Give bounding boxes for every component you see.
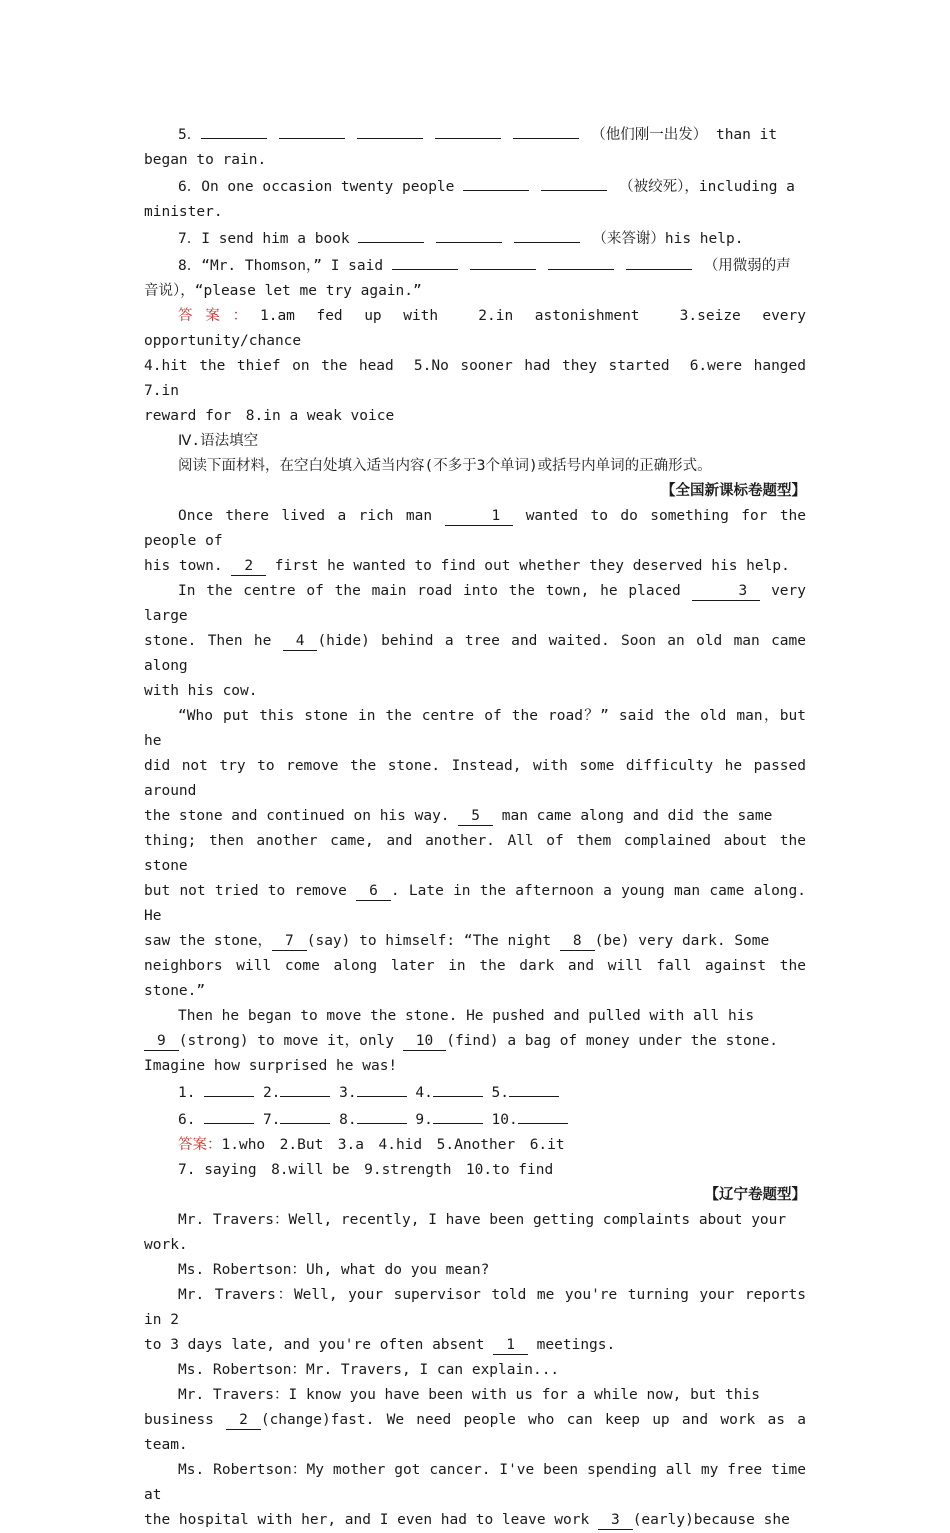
list-number: 6. bbox=[178, 1112, 196, 1128]
numbered-blank[interactable]: 9 bbox=[144, 1032, 179, 1051]
dialogue-line-cont bbox=[144, 1333, 806, 1358]
passage-line: thing; then another came, and another. All of them complained about the stone bbox=[144, 833, 806, 874]
answer-blank[interactable] bbox=[433, 1079, 483, 1097]
question-number: 5． bbox=[178, 127, 202, 143]
answer-blank[interactable] bbox=[279, 121, 345, 139]
document-content bbox=[144, 121, 821, 1533]
answer-blank[interactable] bbox=[357, 1106, 407, 1124]
passage-text: his town. bbox=[144, 558, 232, 574]
answer-blank[interactable] bbox=[514, 225, 580, 243]
question-5-cont: began to rain. bbox=[144, 152, 267, 168]
question-text: 6．On one occasion twenty people bbox=[178, 179, 455, 195]
answers-part3 bbox=[144, 304, 806, 354]
answer-list-row-1 bbox=[144, 1079, 806, 1106]
answers-part4-line2: 7. saying 8.will be 9.strength 10.to find bbox=[178, 1162, 554, 1178]
answer-text: 1.who 2.But 3.a 4.hid 5.Another 6.it bbox=[221, 1137, 565, 1153]
question-6-cont: minister. bbox=[144, 204, 223, 220]
answer-text: 1.am fed up with 2.in astonishment 3.seize every opportunity/chance bbox=[144, 308, 806, 349]
dialogue-text: to 3 days late, and you're often absent bbox=[144, 1337, 494, 1353]
passage-paragraph-2-cont bbox=[144, 629, 806, 679]
list-number: 9. bbox=[415, 1112, 433, 1128]
question-7 bbox=[144, 225, 806, 252]
passage-paragraph-1 bbox=[144, 504, 806, 554]
chinese-hint: （用微弱的声 bbox=[703, 258, 791, 274]
numbered-blank[interactable]: 10 bbox=[403, 1032, 446, 1051]
question-text: 8．“Mr. Thomson，” I said bbox=[178, 258, 384, 274]
passage-text: the stone and continued on his way. bbox=[144, 808, 459, 824]
passage-text: (strong) to move it，only bbox=[178, 1033, 403, 1049]
answer-blank[interactable] bbox=[433, 1106, 483, 1124]
section-instruction: 阅读下面材料，在空白处填入适当内容(不多于3个单词)或括号内单词的正确形式。 bbox=[178, 458, 712, 474]
passage-line bbox=[144, 879, 806, 929]
dialogue-line-cont: work. bbox=[144, 1237, 188, 1253]
answers-part3-line3: reward for 8.in a weak voice bbox=[144, 408, 395, 424]
answer-blank[interactable] bbox=[626, 252, 692, 270]
answer-label: 答案： bbox=[178, 308, 260, 324]
passage-text: (say) to himself: “The night bbox=[306, 933, 560, 949]
list-number: 5. bbox=[491, 1085, 510, 1101]
list-number: 4. bbox=[415, 1085, 433, 1101]
passage-text: but not tried to remove bbox=[144, 883, 357, 899]
numbered-blank[interactable]: 8 bbox=[560, 932, 595, 951]
answer-blank[interactable] bbox=[548, 252, 614, 270]
passage-text: very large bbox=[144, 583, 806, 624]
numbered-blank[interactable]: 2 bbox=[226, 1411, 261, 1430]
answer-blank[interactable] bbox=[357, 1079, 407, 1097]
passage-paragraph-1-cont bbox=[144, 554, 806, 579]
dialogue-line: Mr. Travers：I know you have been with us for a while now, but this bbox=[178, 1387, 760, 1403]
passage-text: . Late in the afternoon a young man came along. He bbox=[144, 883, 806, 924]
answer-blank[interactable] bbox=[204, 1079, 254, 1097]
numbered-blank[interactable]: 3 bbox=[598, 1511, 633, 1530]
dialogue-text: (early)because she bbox=[632, 1512, 790, 1528]
passage-paragraph-2-end: with his cow. bbox=[144, 683, 258, 699]
passage-text: (be) very dark. Some bbox=[594, 933, 770, 949]
list-number: 10. bbox=[491, 1112, 518, 1128]
answers-part4 bbox=[144, 1133, 806, 1158]
dialogue-line-cont bbox=[144, 1508, 806, 1533]
passage-text: (find) a bag of money under the stone. bbox=[446, 1033, 778, 1049]
dialogue-line: Ms. Robertson：Uh, what do you mean? bbox=[178, 1262, 490, 1278]
answer-blank[interactable] bbox=[357, 121, 423, 139]
list-number: 2. bbox=[262, 1085, 281, 1101]
passage-text: Once there lived a rich man bbox=[178, 508, 445, 524]
answer-blank[interactable] bbox=[280, 1106, 330, 1124]
question-6 bbox=[144, 173, 806, 200]
passage-line: neighbors will come along later in the dark and will fall against the stone.” bbox=[144, 958, 806, 999]
dialogue-text: the hospital with her, and I even had to leave work bbox=[144, 1512, 598, 1528]
dialogue-line: Ms. Robertson：My mother got cancer. I've been spending all my free time at bbox=[144, 1462, 806, 1503]
list-number: 8. bbox=[339, 1112, 357, 1128]
answer-blank[interactable] bbox=[435, 121, 501, 139]
passage-line: did not try to remove the stone. Instead, with some difficulty he passed around bbox=[144, 758, 806, 799]
passage-text: wanted to do something for the people of bbox=[144, 508, 807, 549]
list-number: 3. bbox=[339, 1085, 357, 1101]
numbered-blank[interactable]: 4 bbox=[283, 632, 318, 651]
passage-paragraph-3: “Who put this stone in the centre of the road？” said the old man，but he bbox=[144, 708, 806, 749]
dialogue-line: Mr. Travers：Well, your supervisor told me you're turning your reports in 2 bbox=[144, 1287, 806, 1328]
dialogue-text: meetings. bbox=[527, 1337, 616, 1353]
passage-line bbox=[144, 1029, 806, 1054]
answer-blank[interactable] bbox=[513, 121, 579, 139]
passage-text: saw the stone， bbox=[144, 933, 272, 949]
answer-blank[interactable] bbox=[392, 252, 458, 270]
passage-paragraph-4: Then he began to move the stone. He pushed and pulled with all his bbox=[178, 1008, 755, 1024]
question-text: than it bbox=[715, 127, 778, 143]
passage-text: In the centre of the main road into the town, he placed bbox=[178, 583, 692, 599]
list-number: 1. bbox=[178, 1085, 196, 1101]
answer-label: 答案： bbox=[178, 1137, 222, 1153]
numbered-blank[interactable]: 2 bbox=[231, 557, 266, 576]
numbered-blank[interactable]: 1 bbox=[493, 1336, 528, 1355]
answer-blank[interactable] bbox=[280, 1079, 330, 1097]
answer-blank[interactable] bbox=[201, 121, 267, 139]
numbered-blank[interactable]: 6 bbox=[356, 882, 391, 901]
numbered-blank[interactable]: 5 bbox=[458, 807, 493, 826]
section-heading: Ⅳ.语法填空 bbox=[178, 433, 259, 449]
question-8 bbox=[144, 252, 806, 279]
answer-blank[interactable] bbox=[436, 225, 502, 243]
passage-line bbox=[144, 804, 806, 829]
list-number: 7. bbox=[262, 1112, 281, 1128]
passage-line: Imagine how surprised he was! bbox=[144, 1058, 398, 1074]
question-8-cont: 音说），“please let me try again.” bbox=[144, 283, 422, 299]
passage-text: (hide) behind a tree and waited. Soon an old man came along bbox=[144, 633, 806, 674]
answer-blank[interactable] bbox=[541, 173, 607, 191]
exam-type-tag: 【辽宁卷题型】 bbox=[704, 1187, 806, 1203]
chinese-hint: （来答谢）his help. bbox=[592, 231, 744, 247]
dialogue-line: Mr. Travers：Well, recently, I have been getting complaints about your bbox=[178, 1212, 787, 1228]
passage-paragraph-2 bbox=[144, 579, 806, 629]
answer-blank[interactable] bbox=[509, 1079, 559, 1097]
passage-text: first he wanted to find out whether they deserved his help. bbox=[266, 558, 790, 574]
dialogue-text: (change)fast. We need people who can keep up and work as a team. bbox=[144, 1412, 806, 1453]
answer-blank[interactable] bbox=[204, 1106, 254, 1124]
numbered-blank[interactable]: 1 bbox=[445, 507, 514, 526]
answer-blank[interactable] bbox=[463, 173, 529, 191]
passage-text: man came along and did the same bbox=[493, 808, 773, 824]
answer-blank[interactable] bbox=[470, 252, 536, 270]
answer-list-row-2 bbox=[144, 1106, 806, 1133]
answers-part3-line2: 4.hit the thief on the head 5.No sooner had they started 6.were hanged 7.in bbox=[144, 358, 821, 399]
numbered-blank[interactable]: 3 bbox=[692, 582, 761, 601]
dialogue-line-cont bbox=[144, 1408, 806, 1458]
question-text: 7．I send him a book bbox=[178, 231, 350, 247]
exam-type-tag: 【全国新课标卷题型】 bbox=[661, 483, 806, 499]
dialogue-line: Ms. Robertson：Mr. Travers, I can explain... bbox=[178, 1362, 560, 1378]
chinese-hint: （被绞死），including a bbox=[619, 179, 795, 195]
passage-text: stone. Then he bbox=[144, 633, 283, 649]
chinese-hint: （他们刚一出发） bbox=[591, 127, 708, 143]
dialogue-text: business bbox=[144, 1412, 227, 1428]
passage-line bbox=[144, 929, 806, 954]
numbered-blank[interactable]: 7 bbox=[272, 932, 307, 951]
answer-blank[interactable] bbox=[518, 1106, 568, 1124]
answer-blank[interactable] bbox=[358, 225, 424, 243]
question-5 bbox=[144, 121, 806, 148]
